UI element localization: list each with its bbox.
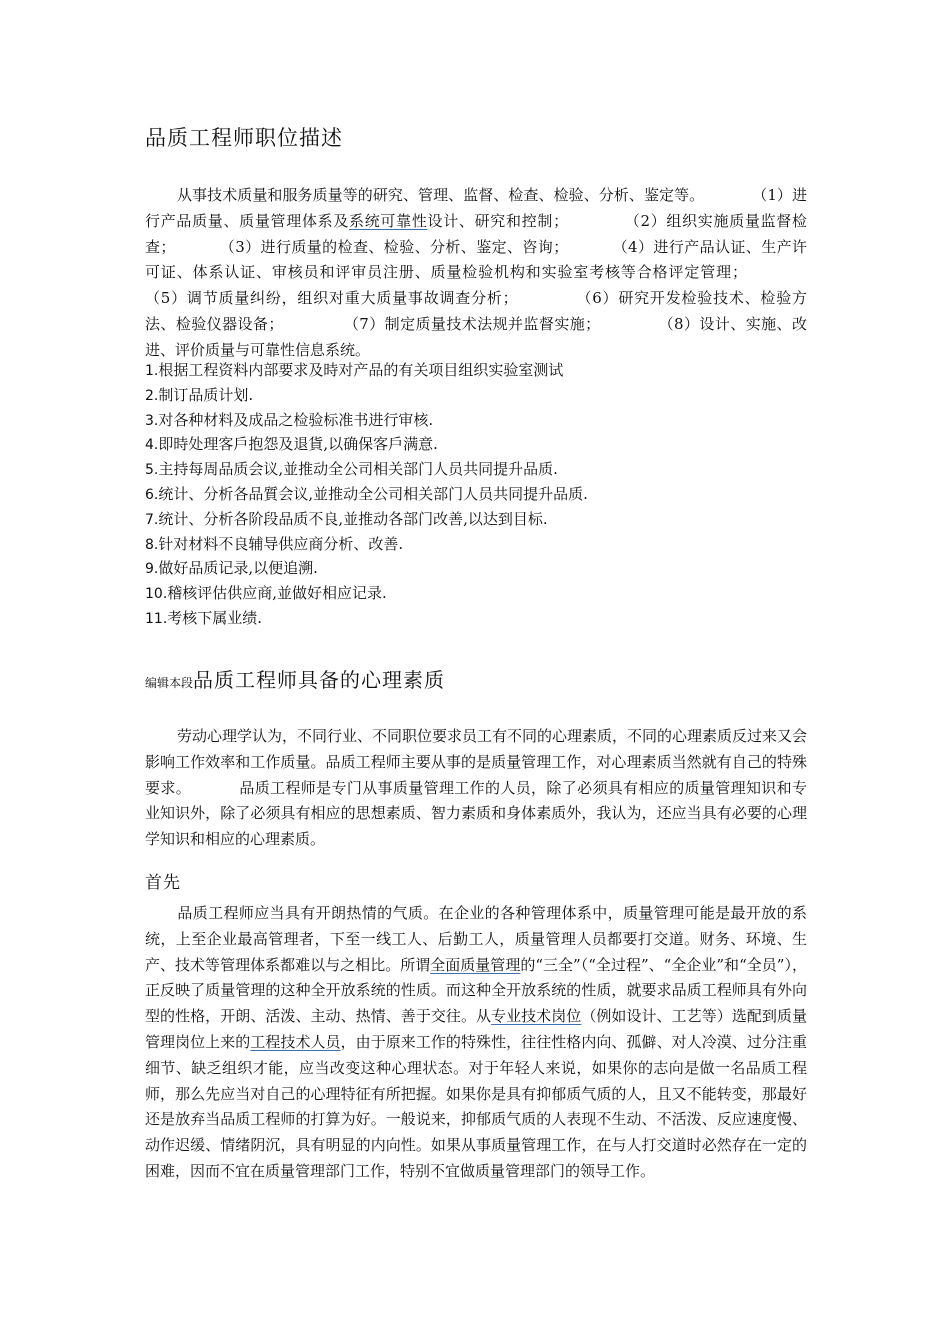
section-title: 品质工程师具备的心理素质 xyxy=(193,668,446,692)
intro-item: （5）调节质量纠纷，组织对重大质量事故调查分析； xyxy=(145,289,518,308)
link-professional-technical-post[interactable]: 专业技术岗位 xyxy=(491,1007,582,1026)
intro-paragraph xyxy=(145,183,807,364)
list-item: 9.做好品质记录,以便追溯. xyxy=(145,559,318,578)
subsection-heading: 首先 xyxy=(145,873,181,893)
link-system-reliability[interactable]: 系统可靠性 xyxy=(349,211,428,230)
intro-sentence: 从事技术质量和服务质量等的研究、管理、监督、检查、检验、分析、鉴定等。 xyxy=(177,186,705,204)
intro-item: （3）进行质量的检查、检验、分析、鉴定、咨询； xyxy=(219,237,569,256)
link-total-quality-management[interactable]: 全面质量管理 xyxy=(430,955,521,974)
list-item: 11.考核下属业绩. xyxy=(145,608,263,627)
list-item: 3.对各种材料及成品之检验标准书进行审核. xyxy=(145,410,434,429)
intro-item: （2）组织实施质量监督检查； xyxy=(145,211,807,256)
list-item: 4.即時处理客戶抱怨及退貨,以确保客戶满意. xyxy=(145,435,438,454)
intro-item: （6）研究开发检验技术、检验方法、检验仪器设备； xyxy=(145,289,808,333)
intro-item: 设计、研究和控制； xyxy=(427,211,569,230)
section-heading xyxy=(145,664,445,693)
list-item: 6.统计、分析各品質会议,並推动全公司相关部门人员共同提升品质. xyxy=(145,484,588,503)
page-title: 品质工程师职位描述 xyxy=(145,126,343,150)
link-engineering-technical-staff[interactable]: 工程技术人员 xyxy=(250,1032,341,1051)
list-item: 5.主持每周品质会议,並推动全公司相关部门人员共同提升品质. xyxy=(145,460,558,479)
first-point-paragraph: 品质工程师应当具有开朗热情的气质。在企业的各种管理体系中，质量管理可能是最开放的系统，上至企业最高管理者，下至一线工人、后勤工人，质量管理人员都要打交道。财务、环境、生产、技术等管理体系都难以与之相比。所谓全面质量管理的“三全”（“全过程”、“全企业”和“全员”），正反映了质量管理的这种全开放系统的性质。而这种全开放系统的性质，就要求品质工程师具有外向型的性格，开朗、活泼、主动、热情、善于交往。从专业技术岗位（例如设计、工艺等）选配到质量管理岗位上来的工程技术人员，由于原来工作的特殊性，往往性格内向、孤僻、对人冷漠、过分注重细节、缺乏组织才能，应当改变这种心理状态。对于年轻人来说，如果你的志向是做一名品质工程师，那么先应当对自己的心理特征有所把握。如果你是具有抑郁质气质的人，且又不能转变，那最好还是放弃当品质工程师的打算为好。一般说来，抑郁质气质的人表现不生动、不活泼、反应速度慢、动作迟缓、情绪阴沉，具有明显的内向性。如果从事质量管理工作，在与人打交道时必然存在一定的困难，因而不宜在质量管理部门工作，特别不宜做质量管理部门的领导工作。 xyxy=(145,904,807,1180)
intro-item: （1）进行产品质量、质量管理体系及 xyxy=(145,186,807,230)
list-item: 8.针对材料不良辅导供应商分析、改善. xyxy=(145,534,404,553)
list-item: 1.根据工程资料内部要求及時对产品的有关项目组织实验室测试 xyxy=(145,361,564,379)
list-item: 2.制订品质计划. xyxy=(145,385,254,404)
psychology-paragraph: 劳动心理学认为，不同行业、不同职位要求员工有不同的心理素质，不同的心理素质反过来又会影响工作效率和工作质量。品质工程师主要从事的是质量管理工作，对心理素质当然就有自己的特殊要求。 品质工程师是专门从事质量管理工作的人员，除了必须具有相应的质量管理知识和专业知识外，除了必须具有相应的思想素质、智力素质和身体素质外，我认为，还应当具有必要的心理学知识和相应的心理素质。 xyxy=(145,727,808,849)
intro-item: （4）进行产品认证、生产许可证、体系认证、审核员和评审员注册、质量检验机构和实验室考核等合格评定管理； xyxy=(145,237,807,282)
edit-section-link[interactable]: 编辑本段 xyxy=(145,676,194,690)
list-item: 10.稽核评估供应商,並做好相应记录. xyxy=(145,584,387,603)
duties-list xyxy=(145,358,807,631)
intro-item: （7）制定质量技术法规并监督实施； xyxy=(343,314,601,333)
intro-item: （8）设计、实施、改进、评价质量与可靠性信息系统。 xyxy=(145,314,807,359)
list-item: 7.统计、分析各阶段品质不良,並推动各部门改善,以达到目标. xyxy=(145,509,548,528)
